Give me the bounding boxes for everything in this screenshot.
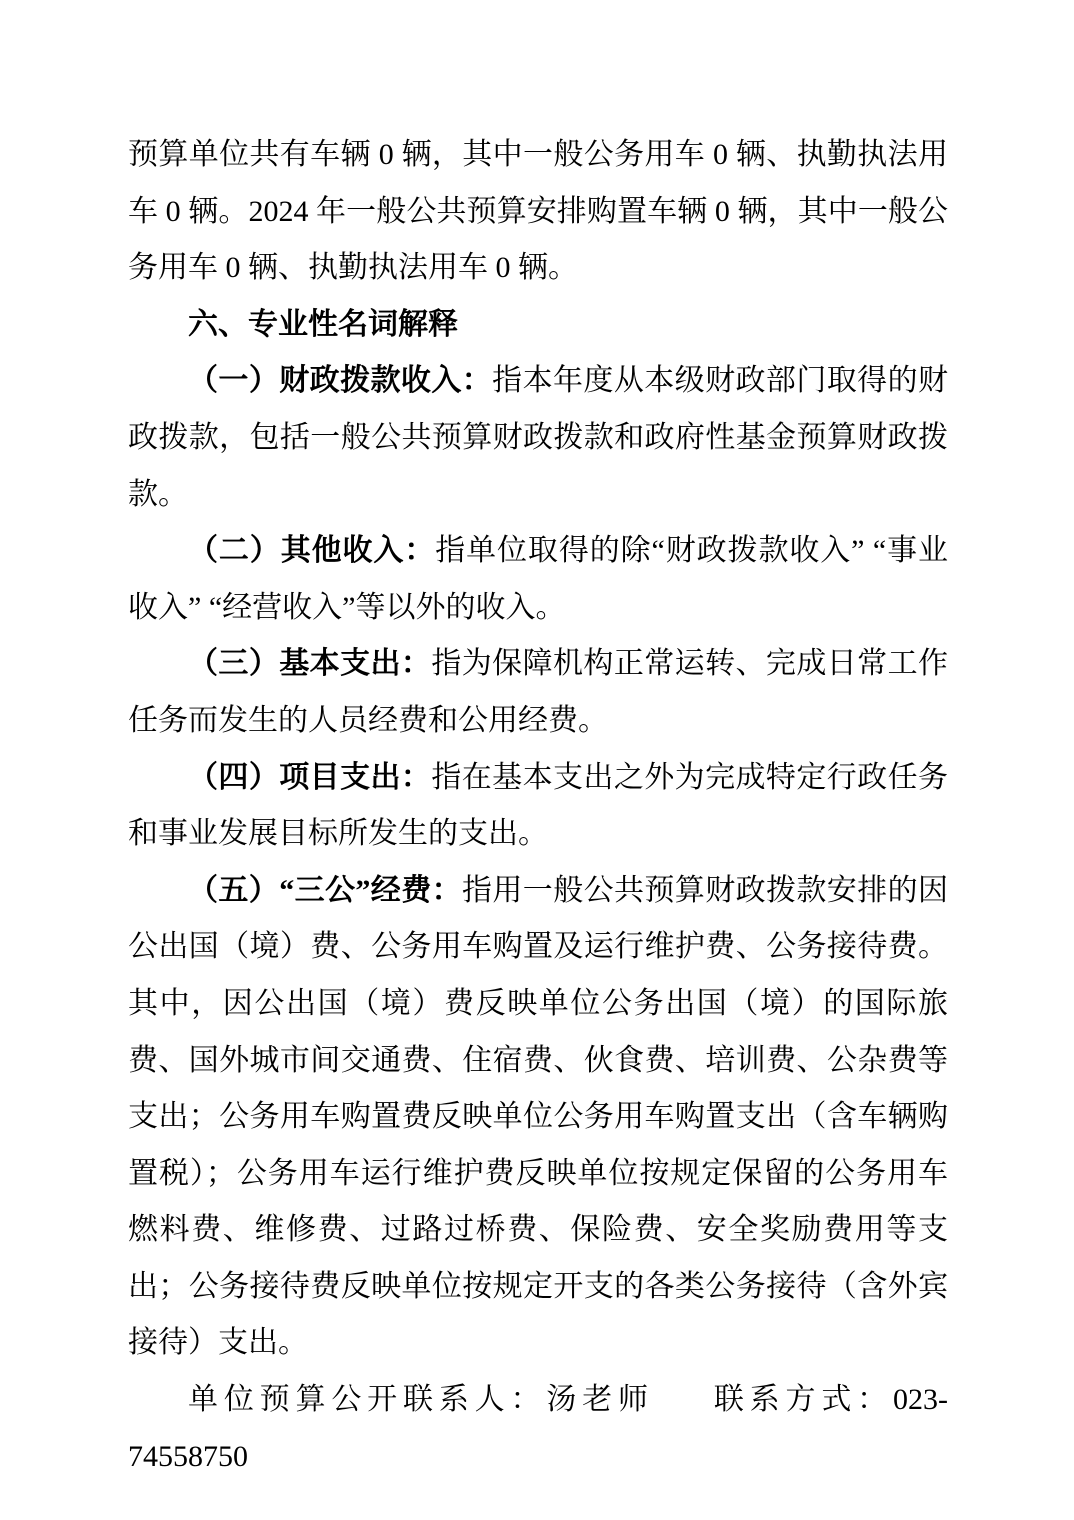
definition-term: （三）基本支出： bbox=[188, 647, 432, 681]
definition-text: 指用一般公共预算财政拨款安排的因公出国（境）费、公务用车购置及运行维护费、公务接待费。其中，因公出国（境）费反映单位公务出国（境）的国际旅费、国外城市间交通费、住宿费、伙食费、培训费、公杂费等支出；公务用车购置费反映单位公务用车购置支出（含车辆购置税）；公务用车运行维护费反映单位按规定保留的公务用车燃料费、维修费、过路过桥费、保险费、安全奖励费用等支出；公务接待费反映单位按规定开支的各类公务接待（含外宾接待）支出。 bbox=[128, 873, 948, 1360]
definition-paragraph-1 bbox=[128, 353, 948, 523]
definition-text: 指为保障机构正常运转、完成日常工作任务而发生的人员经费和公用经费。 bbox=[128, 647, 949, 737]
definition-term: （四）项目支出： bbox=[188, 760, 432, 794]
definition-paragraph-5 bbox=[128, 863, 948, 1372]
section-heading: 六、专业性名词解释 bbox=[188, 307, 458, 341]
definition-term: （一）财政拨款收入： bbox=[188, 364, 493, 398]
definition-text: 指本年度从本级财政部门取得的财政拨款，包括一般公共预算财政拨款和政府性基金预算财政拨款。 bbox=[128, 364, 949, 511]
contact-name: 汤老师 bbox=[546, 1383, 654, 1417]
definition-text: 指单位取得的除“财政拨款收入” “事业收入” “经营收入”等以外的收入。 bbox=[128, 534, 948, 624]
definition-term: （二）其他收入： bbox=[188, 534, 436, 568]
contact-line bbox=[128, 1372, 948, 1485]
contact-method-label: 联系方式： bbox=[713, 1383, 894, 1417]
definition-text: 指在基本支出之外为完成特定行政任务和事业发展目标所发生的支出。 bbox=[128, 760, 949, 851]
definition-paragraph-4 bbox=[128, 750, 948, 863]
intro-paragraph: 预算单位共有车辆 0 辆，其中一般公务用车 0 辆、执勤执法用车 0 辆。2024 年一般公共预算安排购置车辆 0 辆，其中一般公务用车 0 辆、执勤执法用车 0 辆。 bbox=[128, 138, 948, 285]
definition-paragraph-3 bbox=[128, 636, 948, 749]
contact-label: 单位预算公开联系人： bbox=[188, 1383, 547, 1417]
definition-term: （五）“三公”经费： bbox=[188, 873, 462, 907]
contact-phone: 023-74558750 bbox=[128, 1383, 949, 1473]
definition-paragraph-2 bbox=[128, 523, 948, 636]
